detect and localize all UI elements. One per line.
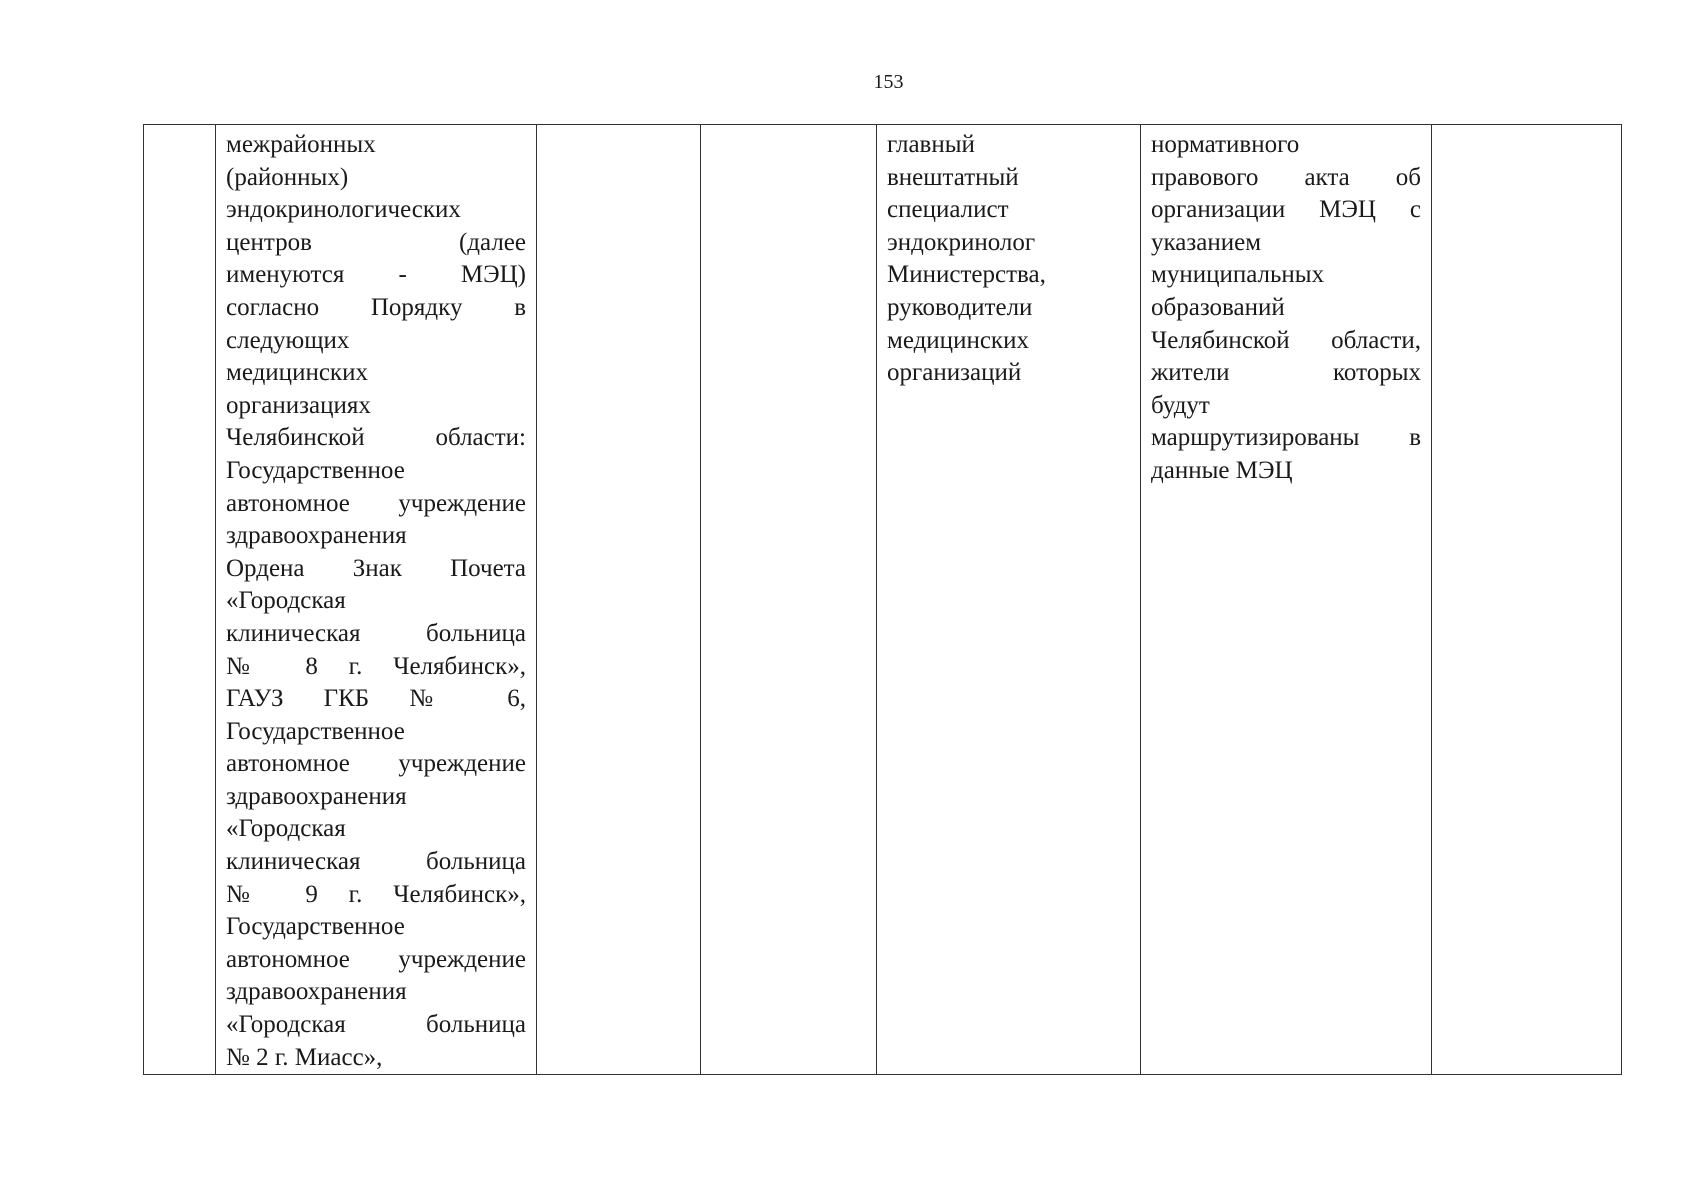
text-line: Государственное [226, 913, 405, 941]
text-line: муниципальных [1151, 261, 1325, 289]
text-line: № 9 г. Челябинск», [226, 880, 526, 908]
text-line: нормативного [1151, 131, 1300, 158]
text-line: эндокринологических [226, 196, 461, 224]
text-line: «Городская [226, 815, 346, 843]
text-line: Министерства, [887, 261, 1046, 289]
responsible-text [887, 129, 1130, 390]
text-line: Ордена Знак Почета [226, 554, 526, 582]
text-line: межрайонных [226, 131, 376, 158]
text-line: организациях [226, 391, 371, 419]
text-line: образований [1151, 293, 1285, 321]
table-cell-responsible [877, 125, 1141, 1075]
text-line: организации МЭЦ с [1151, 196, 1421, 224]
table-cell-empty-7 [1432, 125, 1622, 1075]
page-number: 153 [873, 71, 904, 93]
text-line: здравоохранения [226, 522, 407, 550]
text-line: Государственное [226, 456, 405, 484]
result-text [1151, 129, 1421, 488]
table-cell-number [144, 125, 216, 1075]
text-line: эндокринолог [887, 228, 1036, 256]
activity-text [226, 129, 526, 1074]
text-line: здравоохранения [226, 782, 407, 810]
text-line: Челябинской области: [226, 424, 526, 452]
text-line: медицинских [226, 359, 368, 387]
text-line: ГАУЗ ГКБ № 6, [226, 685, 526, 713]
text-line: данные МЭЦ [1151, 456, 1293, 484]
text-line: согласно Порядку в [226, 293, 526, 321]
text-line: главный [887, 131, 975, 158]
text-line: «Городская больница [226, 1011, 526, 1039]
text-line: указанием [1151, 228, 1262, 256]
table-cell-empty-4 [701, 125, 877, 1075]
text-line: организаций [887, 359, 1022, 387]
text-line: медицинских [887, 326, 1029, 354]
text-line: центров (далее [226, 228, 526, 256]
text-line: будут [1151, 391, 1210, 419]
text-line: автономное учреждение [226, 750, 526, 778]
document-table [143, 124, 1622, 1075]
text-line: автономное учреждение [226, 489, 526, 517]
text-line: (районных) [226, 163, 349, 191]
text-line: № 8 г. Челябинск», [226, 652, 526, 680]
table-cell-activity [216, 125, 537, 1075]
text-line: следующих [226, 326, 350, 354]
text-line: клиническая больница [226, 848, 526, 876]
text-line: руководители [887, 293, 1033, 321]
text-line: маршрутизированы в [1151, 424, 1421, 452]
text-line: именуются - МЭЦ) [226, 261, 526, 289]
table-cell-result [1141, 125, 1432, 1075]
text-line: здравоохранения [226, 978, 407, 1006]
text-line: правового акта об [1151, 163, 1421, 191]
text-line: внештатный [887, 163, 1019, 191]
text-line: «Городская [226, 587, 346, 615]
text-line: Челябинской области, [1151, 326, 1421, 354]
text-line: специалист [887, 196, 1009, 224]
text-line: автономное учреждение [226, 945, 526, 973]
text-line: № 2 г. Миасс», [226, 1043, 383, 1071]
text-line: Государственное [226, 717, 405, 745]
text-line: клиническая больница [226, 619, 526, 647]
text-line: жители которых [1151, 359, 1421, 387]
table-cell-empty-3 [537, 125, 701, 1075]
table-row [144, 125, 1622, 1075]
